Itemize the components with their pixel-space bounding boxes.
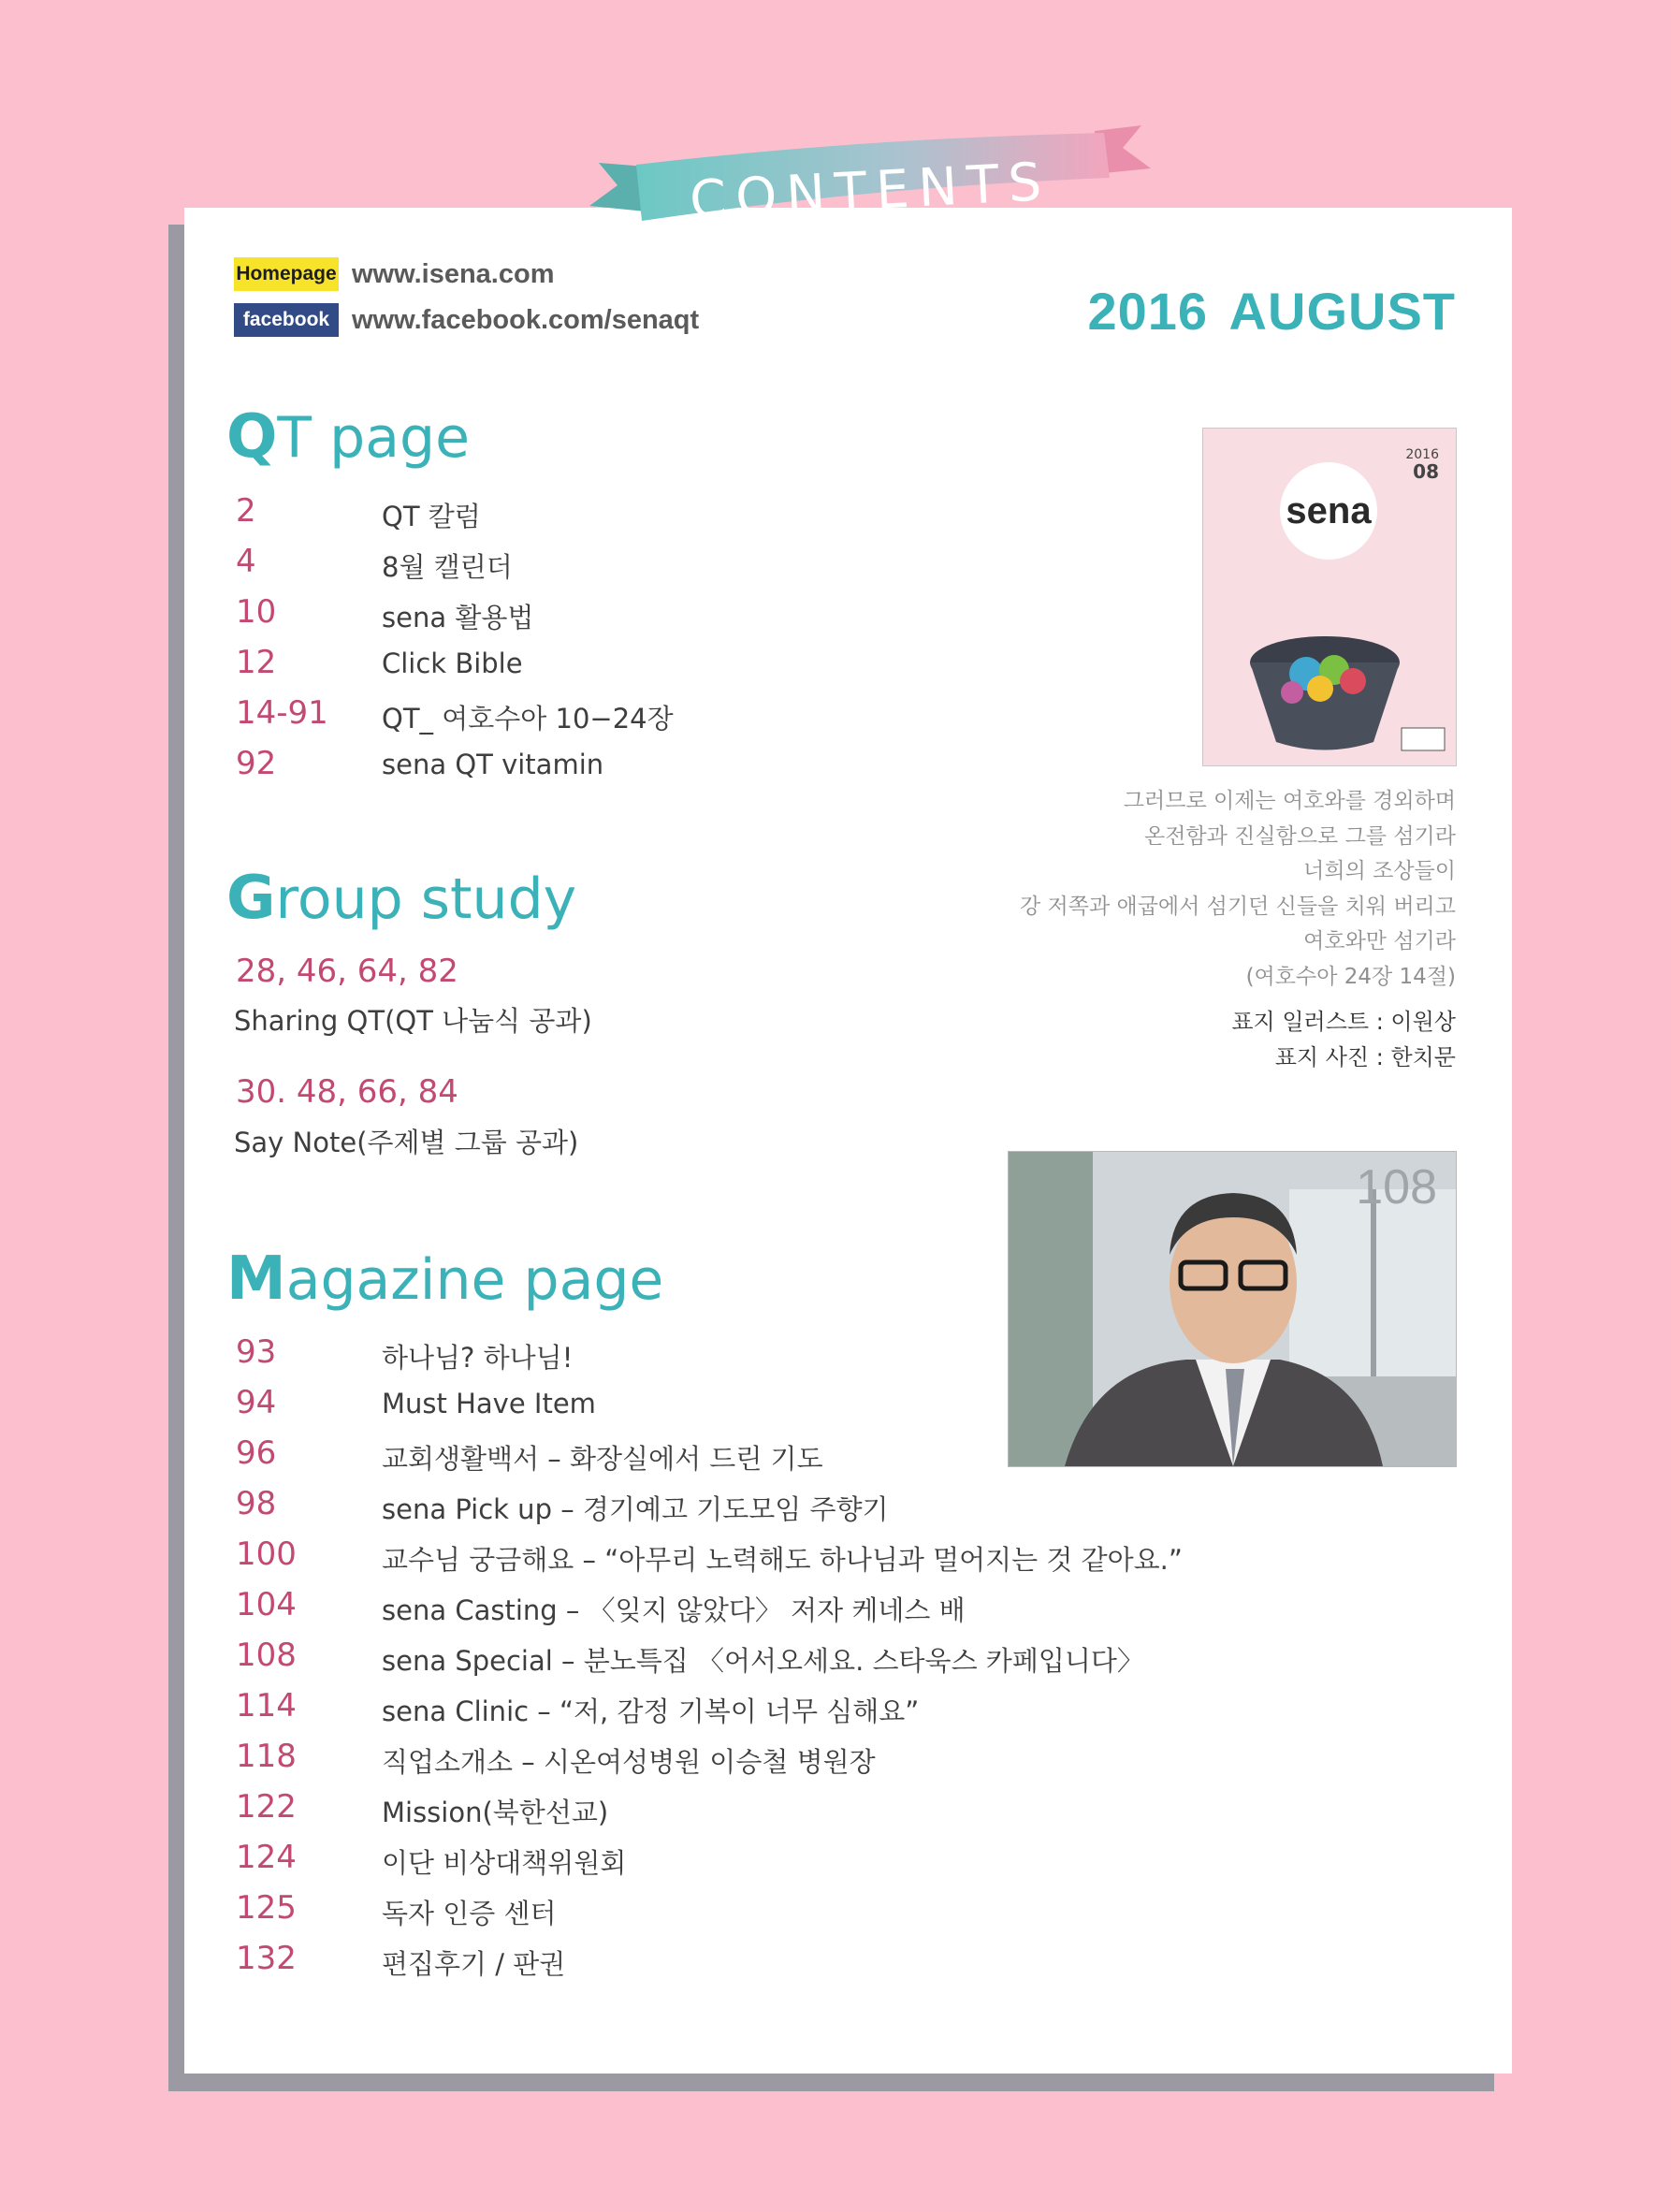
toc-item-title: sena Special – 분노특집 〈어서오세요. 스타욱스 카페입니다〉 [382,1645,1144,1677]
toc-item-title: sena Casting – 〈잊지 않았다〉 저자 케네스 배 [382,1594,966,1626]
toc-row [236,644,1171,694]
homepage-url[interactable]: www.isena.com [352,258,555,289]
toc-row [236,1586,1171,1637]
verse-line: 여호와만 섬기라 [1303,929,1456,953]
facebook-link-row[interactable] [234,302,699,338]
toc-page-number: 93 [236,1333,277,1371]
group-a-pages: 28, 46, 64, 82 [236,953,458,990]
toc-page-number: 4 [236,543,256,580]
group-a-label: Sharing QT(QT 나눔식 공과) [234,1005,592,1037]
toc-item-title: sena Pick up – 경기예고 기도모임 주향기 [382,1493,889,1525]
qt-title-rest: T page [277,405,470,471]
cover-image [1202,428,1457,766]
toc-item-title: 이단 비상대책위원회 [382,1847,627,1879]
group-title-rest: roup study [275,866,577,932]
cover-year: 2016 [1405,447,1439,462]
group-section-title [226,864,576,933]
cover-credits [988,1004,1456,1075]
facebook-url[interactable]: www.facebook.com/senaqt [352,304,700,335]
toc-item-title: 교수님 궁금해요 – “아무리 노력해도 하나님과 멀어지는 것 같아요.” [382,1544,1183,1576]
qt-toc-list [236,492,1171,795]
qt-section-title [226,402,470,472]
facebook-badge: facebook [234,303,339,337]
toc-page-number: 12 [236,644,277,681]
banner-title: CONTENTS [688,151,1053,232]
toc-row [236,1940,1171,1990]
toc-row [236,1637,1171,1687]
qt-title-cap: Q [226,402,278,472]
verse-line: 그러므로 이제는 여호와를 경외하며 [1123,789,1456,813]
toc-page-number: 2 [236,492,256,530]
toc-item-title: 8월 캘린더 [382,551,513,583]
credit-photo: 표지 사진 : 한치문 [1274,1044,1456,1070]
toc-item-title: sena Clinic – “저, 감정 기복이 너무 심해요” [382,1695,920,1727]
credit-illustration: 표지 일러스트 : 이원상 [1231,1009,1456,1035]
toc-item-title: sena 활용법 [382,602,534,633]
magazine-title-rest: agazine page [285,1247,664,1313]
cover-verse [894,784,1456,995]
toc-page-number: 100 [236,1535,297,1573]
photo-page-number: 108 [1356,1160,1437,1215]
toc-page-number: 124 [236,1839,297,1876]
cover-logo: sena [1280,462,1377,560]
contents-banner [580,120,1160,260]
toc-page-number: 14-91 [236,694,328,732]
group-b-pages: 30. 48, 66, 84 [236,1073,458,1111]
cover-month: 08 [1413,460,1439,483]
group-title-cap: G [226,864,276,933]
toc-item-title: 직업소개소 – 시온여성병원 이승철 병원장 [382,1746,876,1778]
verse-line: 온전함과 진실함으로 그를 섬기라 [1144,823,1456,849]
toc-row [236,1535,1183,1586]
toc-row [236,694,1171,745]
toc-item-title: Must Have Item [382,1388,596,1419]
verse-line: (여호수아 24장 14절) [1245,964,1456,989]
interview-photo [1008,1151,1457,1467]
homepage-badge: Homepage [234,257,339,291]
homepage-link-row[interactable] [234,256,555,292]
toc-page-number: 98 [236,1485,277,1522]
toc-item-title: Click Bible [382,648,523,679]
verse-line: 너희의 조상들이 [1303,859,1456,883]
toc-row [236,1738,1171,1788]
group-b-label: Say Note(주제별 그룹 공과) [234,1127,579,1158]
toc-row [236,1485,1171,1535]
toc-page-number: 104 [236,1586,297,1623]
toc-item-title: 교회생활백서 – 화장실에서 드린 기도 [382,1443,823,1475]
issue-date: 2016 AUGUST [1087,282,1456,341]
toc-page-number: 108 [236,1637,297,1674]
toc-page-number: 122 [236,1788,297,1826]
wastebasket-illustration [1203,429,1456,765]
toc-page-number: 114 [236,1687,297,1724]
toc-item-title: 하나님? 하나님! [382,1342,574,1374]
toc-item-title: QT_ 여호수아 10−24장 [382,703,674,735]
toc-row [236,543,1171,593]
toc-row [236,593,1171,644]
toc-row [236,1687,1171,1738]
toc-page-number: 118 [236,1738,297,1775]
toc-page-number: 94 [236,1384,277,1421]
verse-line: 강 저쪽과 애굽에서 섬기던 신들을 치워 버리고 [1019,894,1456,919]
toc-page-number: 125 [236,1889,297,1927]
toc-row [236,1839,1171,1889]
toc-page-number: 96 [236,1434,277,1472]
toc-item-title: 편집후기 / 판권 [382,1948,566,1980]
toc-page-number: 10 [236,593,277,631]
toc-row [236,1889,1171,1940]
toc-page-number: 132 [236,1940,297,1977]
toc-item-title: QT 칼럼 [382,501,481,532]
toc-page-number: 92 [236,745,277,782]
toc-row [236,492,1171,543]
toc-item-title: 독자 인증 센터 [382,1898,557,1929]
toc-row [236,1788,1171,1839]
toc-item-title: Mission(북한선교) [382,1797,609,1828]
magazine-title-cap: M [226,1244,286,1314]
toc-item-title: sena QT vitamin [382,749,604,780]
magazine-section-title [226,1244,663,1314]
